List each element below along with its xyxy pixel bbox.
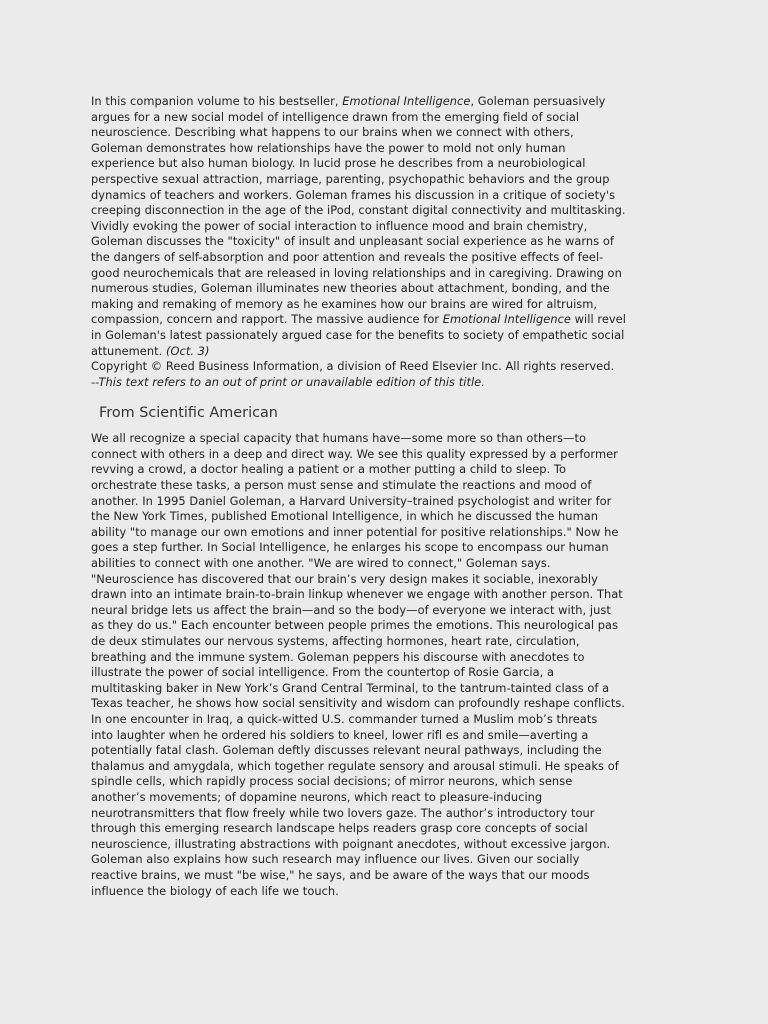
review-line: numerous studies, Goleman illuminates new theories about attachment, bonding, and the xyxy=(91,281,610,296)
review-line: orchestrate these tasks, a person must sense and stimulate the reactions and mood of xyxy=(91,478,592,493)
review-line: drawn into an intimate brain-to-brain linkup whenever we engage with another person. That xyxy=(91,587,623,602)
review-line: Texas teacher, he shows how social sensitivity and wisdom can profoundly reshape conflicts. xyxy=(91,696,625,711)
review-line: "Neuroscience has discovered that our brain’s very design makes it sociable, inexorably xyxy=(91,571,598,586)
review-line: ability "to manage our own emotions and inner potential for positive relationships." Now he xyxy=(91,524,619,539)
review-line: potentially fatal clash. Goleman deftly discusses relevant neural pathways, including the xyxy=(91,743,602,758)
review-line: revving a crowd, a doctor healing a patient or a mother putting a child to sleep. To xyxy=(91,462,567,477)
review-line: Vividly evoking the power of social interaction to influence mood and brain chemistry, xyxy=(91,218,588,233)
review-line: reactive brains, we must "be wise," he says, and be aware of the ways that our moods xyxy=(91,867,590,882)
publishers-review xyxy=(91,94,691,359)
review-line: influence the biology of each life we touch. xyxy=(91,883,339,898)
review-line: thalamus and amygdala, which together regulate sensory and arousal stimuli. He speaks of xyxy=(91,758,619,773)
review-line: another’s movements; of dopamine neurons, which react to pleasure-inducing xyxy=(91,789,543,804)
review-line: Goleman discusses the "toxicity" of insult and unpleasant social experience as he warns of xyxy=(91,234,614,249)
review-line: good neurochemicals that are released in loving relationships and in caregiving. Drawing on xyxy=(91,265,622,280)
review-line: In one encounter in Iraq, a quick-witted U.S. commander turned a Muslim mob’s threats xyxy=(91,711,598,726)
review-line: creeping disconnection in the age of the iPod, constant digital connectivity and multitasking. xyxy=(91,203,626,218)
review-line: another. In 1995 Daniel Goleman, a Harvard University–trained psychologist and writer for xyxy=(91,493,612,508)
review-line: argues for a new social model of intelligence drawn from the emerging field of social xyxy=(91,109,580,124)
review-line: goes a step further. In Social Intelligence, he enlarges his scope to encompass our human xyxy=(91,540,609,555)
review-line: into laughter when he ordered his soldiers to kneel, lower rifl es and smile—averting a xyxy=(91,727,589,742)
review-line: In this companion volume to his bestseller, Emotional Intelligence, Goleman persuasively xyxy=(91,94,606,108)
review-line: neuroscience. Describing what happens to our brains when we connect with others, xyxy=(91,125,574,140)
review-line: compassion, concern and rapport. The massive audience for Emotional Intelligence will revel xyxy=(91,312,626,327)
scientific-american-review xyxy=(91,431,691,899)
review-line: dynamics of teachers and workers. Goleman frames his discussion in a critique of society's xyxy=(91,187,616,202)
review-line: neural bridge lets us affect the brain—and so the body—of everyone we interact with, just xyxy=(91,602,611,617)
review-line: the dangers of self-absorption and poor attention and reveals the positive effects of feel- xyxy=(91,249,604,264)
review-line: de deux stimulates our nervous systems, affecting hormones, heart rate, circulation, xyxy=(91,634,580,648)
review-line: attunement. (Oct. 3) xyxy=(91,343,210,358)
review-line: illustrate the power of social intelligence. From the countertop of Rosie Garcia, a xyxy=(91,665,555,680)
review-line: abilities to connect with one another. "We are wired to connect," Goleman says. xyxy=(91,556,551,571)
review-line: spindle cells, which rapidly process social decisions; of mirror neurons, which sense xyxy=(91,774,573,789)
review-line: through this emerging research landscape helps readers grasp core concepts of social xyxy=(91,821,588,836)
review-line: in Goleman's latest passionately argued case for the benefits to society of empathetic social xyxy=(91,327,625,342)
review-line: the New York Times, published Emotional Intelligence, in which he discussed the human xyxy=(91,509,599,524)
section-heading: From Scientific American xyxy=(99,405,278,422)
review-line: neuroscience, illustrating abstractions with poignant anecdotes, without excessive jargon. xyxy=(91,836,611,851)
review-line: making and remaking of memory as he examines how our brains are wired for altruism, xyxy=(91,296,598,311)
review-line: Goleman also explains how such research may influence our lives. Given our socially xyxy=(91,852,580,867)
review-line: experience but also human biology. In lucid prose he describes from a neurobiological xyxy=(91,156,586,171)
review-line: multitasking baker in New York’s Grand Central Terminal, to the tantrum-tainted class of a xyxy=(91,680,610,695)
review-line: as they do us." Each encounter between people primes the emotions. This neurological pas xyxy=(91,618,619,633)
edition-note: --This text refers to an out of print or unavailable edition of this title. xyxy=(91,374,485,389)
review-line: breathing and the immune system. Goleman peppers his discourse with anecdotes to xyxy=(91,649,585,664)
review-line: perspective sexual attraction, marriage, parenting, psychopathic behaviors and the group xyxy=(91,171,610,186)
review-line: Goleman demonstrates how relationships have the power to mold not only human xyxy=(91,140,566,155)
review-line: neurotransmitters that flow freely while two lovers gaze. The author’s introductory tour xyxy=(91,805,595,820)
document-page xyxy=(91,94,691,899)
copyright-line: Copyright © Reed Business Information, a division of Reed Elsevier Inc. All rights reserved. xyxy=(91,359,615,374)
review-line: connect with others in a deep and direct way. We see this quality expressed by a performer xyxy=(91,446,618,461)
review-line: We all recognize a special capacity that humans have—some more so than others—to xyxy=(91,431,586,446)
